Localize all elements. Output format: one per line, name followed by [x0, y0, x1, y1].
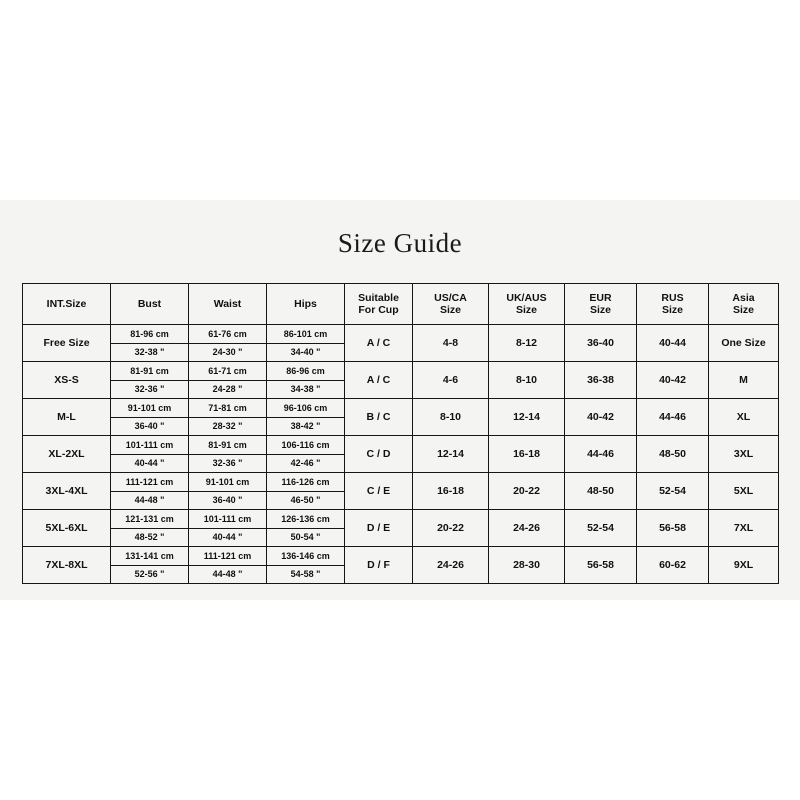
cell-hips — [267, 325, 345, 362]
cell-bust — [111, 547, 189, 584]
cell-bust — [111, 436, 189, 473]
cell-uk-aus: 8-10 — [489, 362, 565, 399]
cell-hips — [267, 362, 345, 399]
table-row — [23, 547, 779, 584]
cell-bust — [111, 399, 189, 436]
table-row — [23, 362, 779, 399]
cell-waist-cm: 61-71 cm — [189, 362, 266, 381]
cell-uk-aus: 16-18 — [489, 436, 565, 473]
column-header-bust: Bust — [111, 284, 189, 325]
table-row — [23, 436, 779, 473]
column-header-rus-size: RUS Size — [637, 284, 709, 325]
cell-cup: C / D — [345, 436, 413, 473]
cell-bust-cm: 91-101 cm — [111, 399, 188, 418]
cell-asia: One Size — [709, 325, 779, 362]
cell-waist-inch: 24-28 " — [212, 384, 243, 394]
cell-uk-aus: 12-14 — [489, 399, 565, 436]
cell-bust-inch: 36-40 " — [134, 421, 165, 431]
cell-hips-cm: 106-116 cm — [267, 436, 344, 455]
cell-hips — [267, 510, 345, 547]
table-row — [23, 510, 779, 547]
cell-bust — [111, 473, 189, 510]
cell-int-size: XS-S — [23, 362, 111, 399]
cell-hips-inch: 54-58 " — [290, 569, 321, 579]
cell-hips-cm: 86-101 cm — [267, 325, 344, 344]
cell-asia: 3XL — [709, 436, 779, 473]
cell-waist — [189, 325, 267, 362]
size-table-head — [23, 284, 779, 325]
cell-cup: A / C — [345, 325, 413, 362]
cell-eur: 40-42 — [565, 399, 637, 436]
cell-int-size: Free Size — [23, 325, 111, 362]
cell-rus: 40-44 — [637, 325, 709, 362]
cell-us-ca: 12-14 — [413, 436, 489, 473]
cell-cup: D / F — [345, 547, 413, 584]
cell-asia: 7XL — [709, 510, 779, 547]
cell-bust-inch: 40-44 " — [134, 458, 165, 468]
column-header-hips: Hips — [267, 284, 345, 325]
cell-eur: 48-50 — [565, 473, 637, 510]
cell-bust-cm: 131-141 cm — [111, 547, 188, 566]
cell-waist-cm: 71-81 cm — [189, 399, 266, 418]
cell-hips-inch: 50-54 " — [290, 532, 321, 542]
cell-hips-cm: 96-106 cm — [267, 399, 344, 418]
column-header-eur-size: EUR Size — [565, 284, 637, 325]
cell-bust-inch: 32-38 " — [134, 347, 165, 357]
table-row — [23, 399, 779, 436]
cell-bust-cm: 81-96 cm — [111, 325, 188, 344]
cell-int-size: 7XL-8XL — [23, 547, 111, 584]
cell-hips-cm: 136-146 cm — [267, 547, 344, 566]
cell-eur: 52-54 — [565, 510, 637, 547]
cell-bust-inch: 44-48 " — [134, 495, 165, 505]
column-header-int-size: INT.Size — [23, 284, 111, 325]
cell-waist-inch: 36-40 " — [212, 495, 243, 505]
cell-hips — [267, 547, 345, 584]
cell-bust-inch: 32-36 " — [134, 384, 165, 394]
cell-uk-aus: 8-12 — [489, 325, 565, 362]
cell-rus: 56-58 — [637, 510, 709, 547]
cell-hips-cm: 116-126 cm — [267, 473, 344, 492]
cell-bust — [111, 510, 189, 547]
cell-cup: B / C — [345, 399, 413, 436]
cell-waist-cm: 81-91 cm — [189, 436, 266, 455]
cell-waist — [189, 547, 267, 584]
cell-eur: 36-40 — [565, 325, 637, 362]
cell-us-ca: 8-10 — [413, 399, 489, 436]
cell-cup: A / C — [345, 362, 413, 399]
cell-eur: 44-46 — [565, 436, 637, 473]
cell-us-ca: 4-8 — [413, 325, 489, 362]
cell-uk-aus: 24-26 — [489, 510, 565, 547]
cell-hips-inch: 34-40 " — [290, 347, 321, 357]
cell-us-ca: 24-26 — [413, 547, 489, 584]
cell-waist — [189, 510, 267, 547]
cell-hips-inch: 46-50 " — [290, 495, 321, 505]
cell-cup: D / E — [345, 510, 413, 547]
cell-int-size: XL-2XL — [23, 436, 111, 473]
cell-bust-inch: 52-56 " — [134, 569, 165, 579]
table-row — [23, 473, 779, 510]
cell-uk-aus: 28-30 — [489, 547, 565, 584]
cell-bust — [111, 362, 189, 399]
cell-waist — [189, 399, 267, 436]
cell-waist-cm: 101-111 cm — [189, 510, 266, 529]
cell-eur: 36-38 — [565, 362, 637, 399]
cell-rus: 60-62 — [637, 547, 709, 584]
column-header-uk-aus-size: UK/AUS Size — [489, 284, 565, 325]
cell-asia: 5XL — [709, 473, 779, 510]
cell-eur: 56-58 — [565, 547, 637, 584]
size-table — [22, 283, 779, 584]
page-title: Size Guide — [337, 228, 463, 258]
cell-int-size: 3XL-4XL — [23, 473, 111, 510]
table-row — [23, 325, 779, 362]
cell-us-ca: 4-6 — [413, 362, 489, 399]
cell-waist-cm: 91-101 cm — [189, 473, 266, 492]
cell-waist — [189, 436, 267, 473]
cell-bust-cm: 81-91 cm — [111, 362, 188, 381]
cell-bust — [111, 325, 189, 362]
cell-rus: 44-46 — [637, 399, 709, 436]
cell-waist-inch: 24-30 " — [212, 347, 243, 357]
cell-hips — [267, 436, 345, 473]
cell-bust-cm: 111-121 cm — [111, 473, 188, 492]
cell-waist-inch: 32-36 " — [212, 458, 243, 468]
column-header-waist: Waist — [189, 284, 267, 325]
cell-asia: XL — [709, 399, 779, 436]
cell-us-ca: 20-22 — [413, 510, 489, 547]
cell-int-size: 5XL-6XL — [23, 510, 111, 547]
cell-hips-inch: 34-38 " — [290, 384, 321, 394]
cell-waist-cm: 61-76 cm — [189, 325, 266, 344]
cell-waist — [189, 362, 267, 399]
cell-hips-cm: 126-136 cm — [267, 510, 344, 529]
cell-waist-inch: 44-48 " — [212, 569, 243, 579]
cell-rus: 48-50 — [637, 436, 709, 473]
cell-hips — [267, 399, 345, 436]
column-header-suitable-for-cup: Suitable For Cup — [345, 284, 413, 325]
cell-bust-cm: 121-131 cm — [111, 510, 188, 529]
cell-waist-cm: 111-121 cm — [189, 547, 266, 566]
cell-asia: M — [709, 362, 779, 399]
cell-asia: 9XL — [709, 547, 779, 584]
cell-waist — [189, 473, 267, 510]
size-table-container — [22, 283, 778, 584]
column-header-us-ca-size: US/CA Size — [413, 284, 489, 325]
cell-uk-aus: 20-22 — [489, 473, 565, 510]
cell-us-ca: 16-18 — [413, 473, 489, 510]
cell-hips-inch: 42-46 " — [290, 458, 321, 468]
column-header-asia-size: Asia Size — [709, 284, 779, 325]
cell-bust-inch: 48-52 " — [134, 532, 165, 542]
cell-hips-cm: 86-96 cm — [267, 362, 344, 381]
cell-hips — [267, 473, 345, 510]
table-header-row — [23, 284, 779, 325]
cell-rus: 52-54 — [637, 473, 709, 510]
cell-waist-inch: 40-44 " — [212, 532, 243, 542]
cell-bust-cm: 101-111 cm — [111, 436, 188, 455]
cell-cup: C / E — [345, 473, 413, 510]
cell-hips-inch: 38-42 " — [290, 421, 321, 431]
cell-rus: 40-42 — [637, 362, 709, 399]
cell-waist-inch: 28-32 " — [212, 421, 243, 431]
size-table-body — [23, 325, 779, 584]
cell-int-size: M-L — [23, 399, 111, 436]
